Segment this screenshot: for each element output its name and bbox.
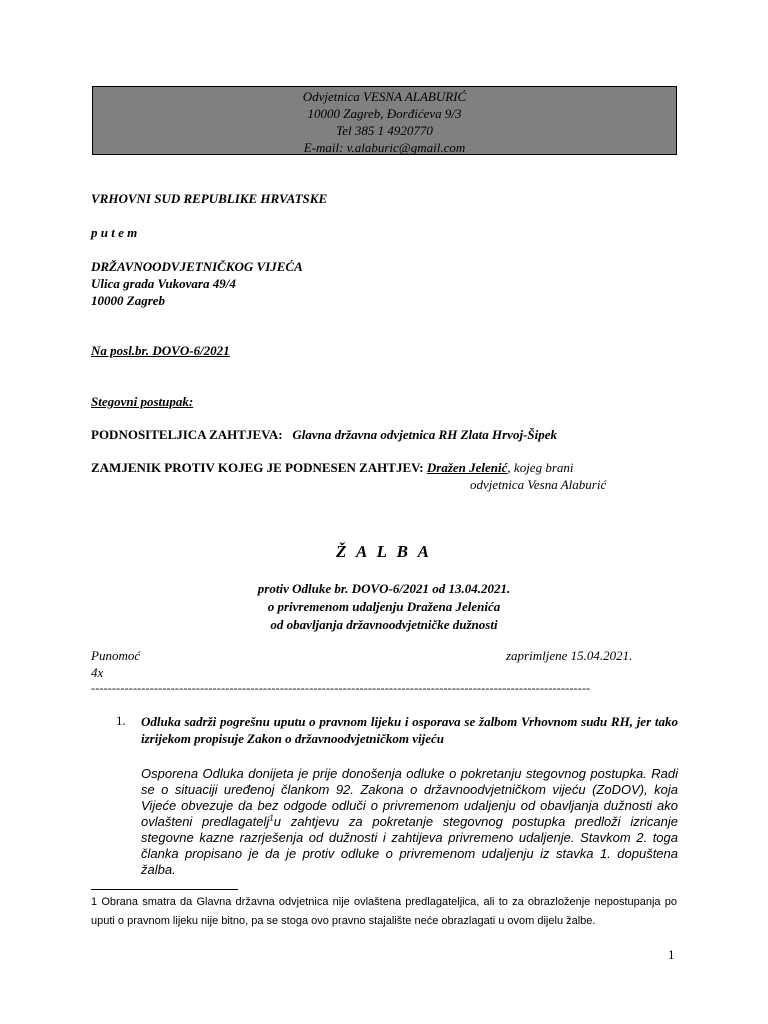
page-number: 1 [668,947,675,962]
letterhead-tel: Tel 385 1 4920770 [336,123,433,138]
letterhead-box [92,86,677,155]
footnote-text: 1 Obrana smatra da Glavna državna odvjetnica nije ovlaštena predlagateljica, ali to za obrazloženje nepostupanja po uputi o pravnom lijeku nije bitno, pa se stoga ovo pravno stajalište neće obrazlagati u ovom dijelu žalbe. [91,896,677,927]
item-1-body-part-1: Osporena Odluka donijeta je prije donošenja odluke o pokretanju stegovnog postupka. Radi se o situaciji uređenoj člankom 92. Zakona o državnoodvjetničkom vijeću (ZoDOV), koja Vijeće obvezuje da bez odgode odluči o privremenom udaljenju od obavljanja dužnosti ako ovlašteni predlagatelj [141,766,678,829]
separator-line: ----------------------------------------------------------------------------------------------------------------------- [91,681,591,695]
addressee-via: p u t e m [91,225,138,240]
applicant-label: PODNOSITELJICA ZAHTJEVA: [91,427,283,442]
deputy-rest: , kojeg brani [507,460,574,475]
item-1-heading: Odluka sadrži pogrešnu uputu o pravnom lijeku i osporava se žalbom Vrhovnom sudu RH, jer tako izrijekom propisuje Zakon o državnoodvjetničkom vijeću [141,714,678,746]
item-1-body [141,766,678,878]
footnote-divider [91,889,238,890]
copies-count: 4x [91,665,104,680]
deputy-label: ZAMJENIK PROTIV KOJEG JE PODNESEN ZAHTJEV: [91,460,424,475]
addressee-street: Ulica grada Vukovara 49/4 [91,276,236,291]
applicant-line [91,426,557,444]
item-1-number: 1. [116,713,126,728]
letterhead-address: 10000 Zagreb, Đorđićeva 9/3 [307,106,462,121]
case-reference: Na posl.br. DOVO-6/2021 [91,343,230,358]
subtitle-line-2: o privremenom udaljenju Dražena Jelenića [267,599,501,614]
applicant-name: Glavna državna odvjetnica RH Zlata Hrvoj-Šipek [292,427,557,442]
footnote-ref[interactable]: 1 [269,813,274,823]
power-of-attorney: Punomoć [91,648,141,663]
deputy-line [91,459,574,477]
addressee-council: DRŽAVNOODVJETNIČKOG VIJEĆA [91,259,303,274]
letterhead-name: Odvjetnica VESNA ALABURIĆ [302,89,467,104]
document-subtitle [0,580,768,634]
item-1-body-part-2: u zahtjevu za pokretanje stegovnog postupka predloži izricanje stegovne kazne razrješenja od dužnosti i zahtijeva privremeno udaljenje. Stavkom 2. toga članka propisano je da je protiv odluke o privremenom udaljenju iz stavka 1. dopuštena žalba. [141,814,678,877]
addressee-court: VRHOVNI SUD REPUBLIKE HRVATSKE [91,191,328,206]
addressee-city: 10000 Zagreb [91,293,166,308]
defender-line: odvjetnica Vesna Alaburić [470,477,607,492]
subtitle-line-1: protiv Odluke br. DOVO-6/2021 od 13.04.2021. [257,581,511,596]
deputy-name: Dražen Jelenić [426,460,508,475]
received-date: zaprimljene 15.04.2021. [506,648,633,663]
document-title: Ž A L B A [336,542,432,561]
letterhead-email: E-mail: v.alaburic@gmail.com [303,140,466,155]
proceeding-heading: Stegovni postupak: [91,394,194,409]
subtitle-line-3: od obavljanja državnoodvjetničke dužnosti [270,617,498,632]
